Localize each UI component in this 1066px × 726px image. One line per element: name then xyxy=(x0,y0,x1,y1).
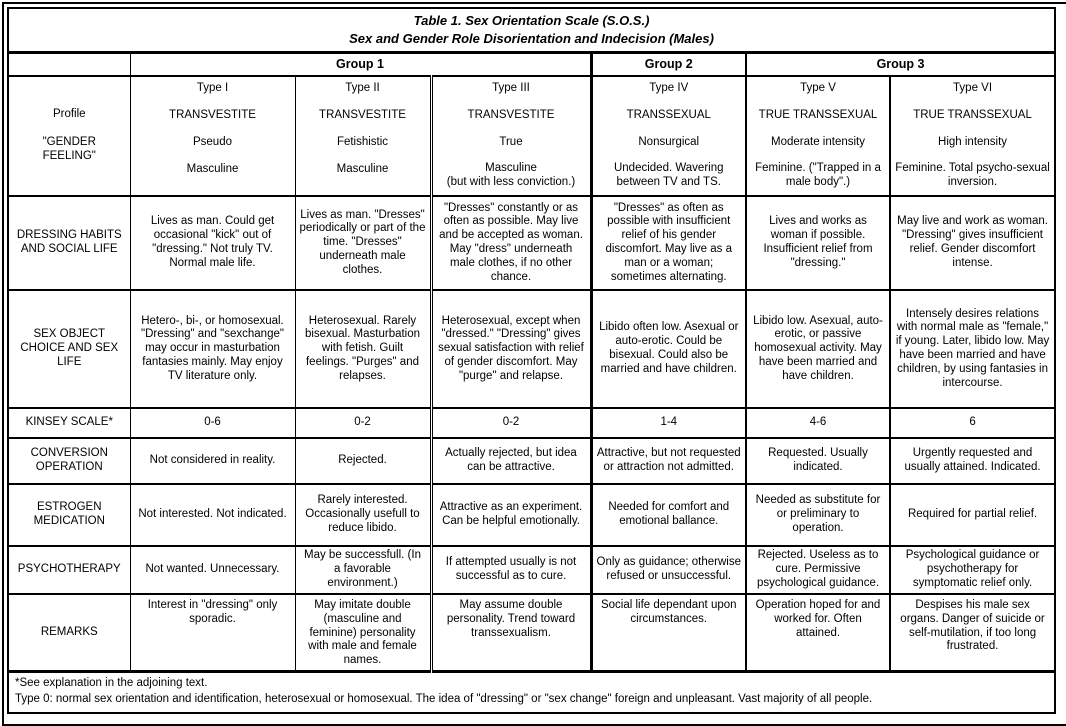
category-label: TRANSVESTITE xyxy=(319,109,406,121)
feeling-text: Masculine xyxy=(485,162,537,175)
intensity-label: Fetishistic xyxy=(336,136,389,148)
footnote-block xyxy=(8,671,1055,713)
dressing-type5-cell: Lives and works as woman if possible. Insufficient relief from "dressing." xyxy=(746,196,890,290)
row-label-kinsey-scale: KINSEY SCALE* xyxy=(8,408,130,438)
estrogen-type3-cell: Attractive as an experiment. Can be helpful emotionally. xyxy=(431,484,591,546)
row-label-dressing-habits: DRESSING HABITS AND SOCIAL LIFE xyxy=(8,196,130,290)
type-label: Type VI xyxy=(953,82,993,94)
psychotherapy-type1-cell: Not wanted. Unnecessary. xyxy=(130,546,295,594)
intensity-label: High intensity xyxy=(938,135,1008,148)
group-1-header: Group 1 xyxy=(130,52,591,76)
footnote-line-2: Type 0: normal sex orientation and identification, heterosexual or homosexual. The idea of "dressing" or "sex change" foreign and unpleasant. Vast majority of all people. xyxy=(15,692,873,705)
row-label-conversion-operation: CONVERSION OPERATION xyxy=(8,438,130,484)
remarks-type1-cell: Interest in "dressing" only sporadic. xyxy=(130,594,295,671)
conversion-type1-cell: Not considered in reality. xyxy=(130,438,295,484)
remarks-type6-cell: Despises his male sex organs. Danger of suicide or self-mutilation, if too long frustrated. xyxy=(890,594,1055,671)
sexobject-type3-cell: Heterosexual, except when "dressed." "Dressing" gives sexual satisfaction with relief of gender discomfort. May "purge" and relapse. xyxy=(431,290,591,408)
table-title xyxy=(8,8,1055,52)
type-label: Type V xyxy=(800,82,836,94)
category-label: TRANSSEXUAL xyxy=(626,108,711,121)
feeling-text: Feminine. Total psycho-sexual inversion. xyxy=(895,162,1050,189)
dressing-type3-cell: "Dresses" constantly or as often as possible. May live and be accepted as woman. May "dress" underneath male clothes, if no other chance. xyxy=(431,196,591,290)
row-label-estrogen-medication: ESTROGEN MEDICATION xyxy=(8,484,130,546)
profile-type6-cell xyxy=(890,76,1055,196)
group-3-header: Group 3 xyxy=(746,52,1055,76)
category-label: TRUE TRANSSEXUAL xyxy=(913,108,1032,121)
category-label: TRANSVESTITE xyxy=(467,108,555,121)
type-label: Type III xyxy=(492,82,530,94)
gender-feeling-label: "GENDER FEELING" xyxy=(42,136,96,162)
conversion-type6-cell: Urgently requested and usually attained. Indicated. xyxy=(890,438,1055,484)
feeling-text: Feminine. ("Trapped in a male body".) xyxy=(755,162,881,189)
sexobject-type6-cell: Intensely desires relations with normal male as "female," if young. Later, libido low. May have been married and have children, by using fantasies in intercourse. xyxy=(890,290,1055,408)
row-label-psychotherapy: PSYCHOTHERAPY xyxy=(8,546,130,594)
remarks-type5-cell: Operation hoped for and worked for. Often attained. xyxy=(746,594,890,671)
estrogen-type6-cell: Required for partial relief. xyxy=(890,484,1055,546)
row-label-profile xyxy=(8,76,130,196)
corner-cell xyxy=(8,52,130,76)
estrogen-type5-cell: Needed as substitute for or preliminary to operation. xyxy=(746,484,890,546)
kinsey-type2-cell: 0-2 xyxy=(295,408,431,438)
type-label: Type II xyxy=(345,82,380,94)
conversion-type3-cell: Actually rejected, but idea can be attractive. xyxy=(431,438,591,484)
category-label: TRUE TRANSSEXUAL xyxy=(758,108,878,121)
type-label: Type I xyxy=(196,82,229,94)
table-title-line1: Table 1. Sex Orientation Scale (S.O.S.) xyxy=(413,13,650,29)
sexobject-type5-cell: Libido low. Asexual, auto-erotic, or passive homosexual activity. May have been married and have children. xyxy=(746,290,890,408)
psychotherapy-type2-cell: May be successfull. (In a favorable environment.) xyxy=(295,546,431,594)
profile-type1-cell xyxy=(130,76,295,196)
kinsey-type5-cell: 4-6 xyxy=(746,408,890,438)
page-frame xyxy=(2,2,1066,726)
estrogen-type1-cell: Not interested. Not indicated. xyxy=(130,484,295,546)
group-2-header: Group 2 xyxy=(591,52,746,76)
conversion-type5-cell: Requested. Usually indicated. xyxy=(746,438,890,484)
estrogen-type4-cell: Needed for comfort and emotional ballance. xyxy=(591,484,746,546)
row-label-remarks: REMARKS xyxy=(8,594,130,671)
conversion-type4-cell: Attractive, but not requested or attraction not admitted. xyxy=(591,438,746,484)
dressing-type6-cell: May live and work as woman. "Dressing" gives insufficient relief. Gender discomfort intense. xyxy=(890,196,1055,290)
sexobject-type2-cell: Heterosexual. Rarely bisexual. Masturbation with fetish. Guilt feelings. "Purges" and relapses. xyxy=(295,290,431,408)
sos-table xyxy=(7,7,1056,714)
kinsey-type3-cell: 0-2 xyxy=(431,408,591,438)
intensity-label: True xyxy=(499,135,523,148)
row-label-sex-object: SEX OBJECT CHOICE AND SEX LIFE xyxy=(8,290,130,408)
footnote-line-1: *See explanation in the adjoining text. xyxy=(15,676,208,689)
profile-label: Profile xyxy=(52,108,86,121)
feeling-text: Undecided. Wavering between TV and TS. xyxy=(613,162,724,189)
remarks-type4-cell: Social life dependant upon circumstances. xyxy=(591,594,746,671)
psychotherapy-type3-cell: If attempted usually is not successful as to cure. xyxy=(431,546,591,594)
intensity-label: Pseudo xyxy=(192,136,232,148)
kinsey-type1-cell: 0-6 xyxy=(130,408,295,438)
kinsey-type6-cell: 6 xyxy=(890,408,1055,438)
psychotherapy-type4-cell: Only as guidance; otherwise refused or unsuccessful. xyxy=(591,546,746,594)
remarks-type3-cell: May assume double personality. Trend toward transsexualism. xyxy=(431,594,591,671)
dressing-type1-cell: Lives as man. Could get occasional "kick" out of "dressing." Not truly TV. Normal male life. xyxy=(130,196,295,290)
estrogen-type2-cell: Rarely interested. Occasionally usefull to reduce libido. xyxy=(295,484,431,546)
intensity-label: Nonsurgical xyxy=(638,135,700,148)
dressing-type2-cell: Lives as man. "Dresses" periodically or part of the time. "Dresses" underneath male clothes. xyxy=(295,196,431,290)
feeling-note: (but with less conviction.) xyxy=(446,176,576,189)
profile-type5-cell xyxy=(746,76,890,196)
remarks-type2-cell: May imitate double (masculine and feminine) personality with male and female names. xyxy=(295,594,431,671)
kinsey-type4-cell: 1-4 xyxy=(591,408,746,438)
feeling-text: Masculine xyxy=(186,163,239,175)
profile-type4-cell xyxy=(591,76,746,196)
profile-type3-cell xyxy=(431,76,591,196)
psychotherapy-type5-cell: Rejected. Useless as to cure. Permissive psychological guidance. xyxy=(746,546,890,594)
conversion-type2-cell: Rejected. xyxy=(295,438,431,484)
table-title-line2: Sex and Gender Role Disorientation and Indecision (Males) xyxy=(349,30,714,46)
sexobject-type1-cell: Hetero-, bi-, or homosexual. "Dressing" and "sexchange" may occur in masturbation fantasies mainly. May enjoy TV literature only. xyxy=(130,290,295,408)
psychotherapy-type6-cell: Psychological guidance or psychotherapy for symptomatic relief only. xyxy=(890,546,1055,594)
type-label: Type IV xyxy=(649,82,689,94)
intensity-label: Moderate intensity xyxy=(771,135,865,148)
sexobject-type4-cell: Libido often low. Asexual or auto-erotic. Could be bisexual. Could also be married and have children. xyxy=(591,290,746,408)
dressing-type4-cell: "Dresses" as often as possible with insufficient relief of his gender discomfort. May live as a man or a woman; sometimes alternating. xyxy=(591,196,746,290)
profile-type2-cell xyxy=(295,76,431,196)
feeling-text: Masculine xyxy=(336,163,389,175)
category-label: TRANSVESTITE xyxy=(169,109,256,121)
